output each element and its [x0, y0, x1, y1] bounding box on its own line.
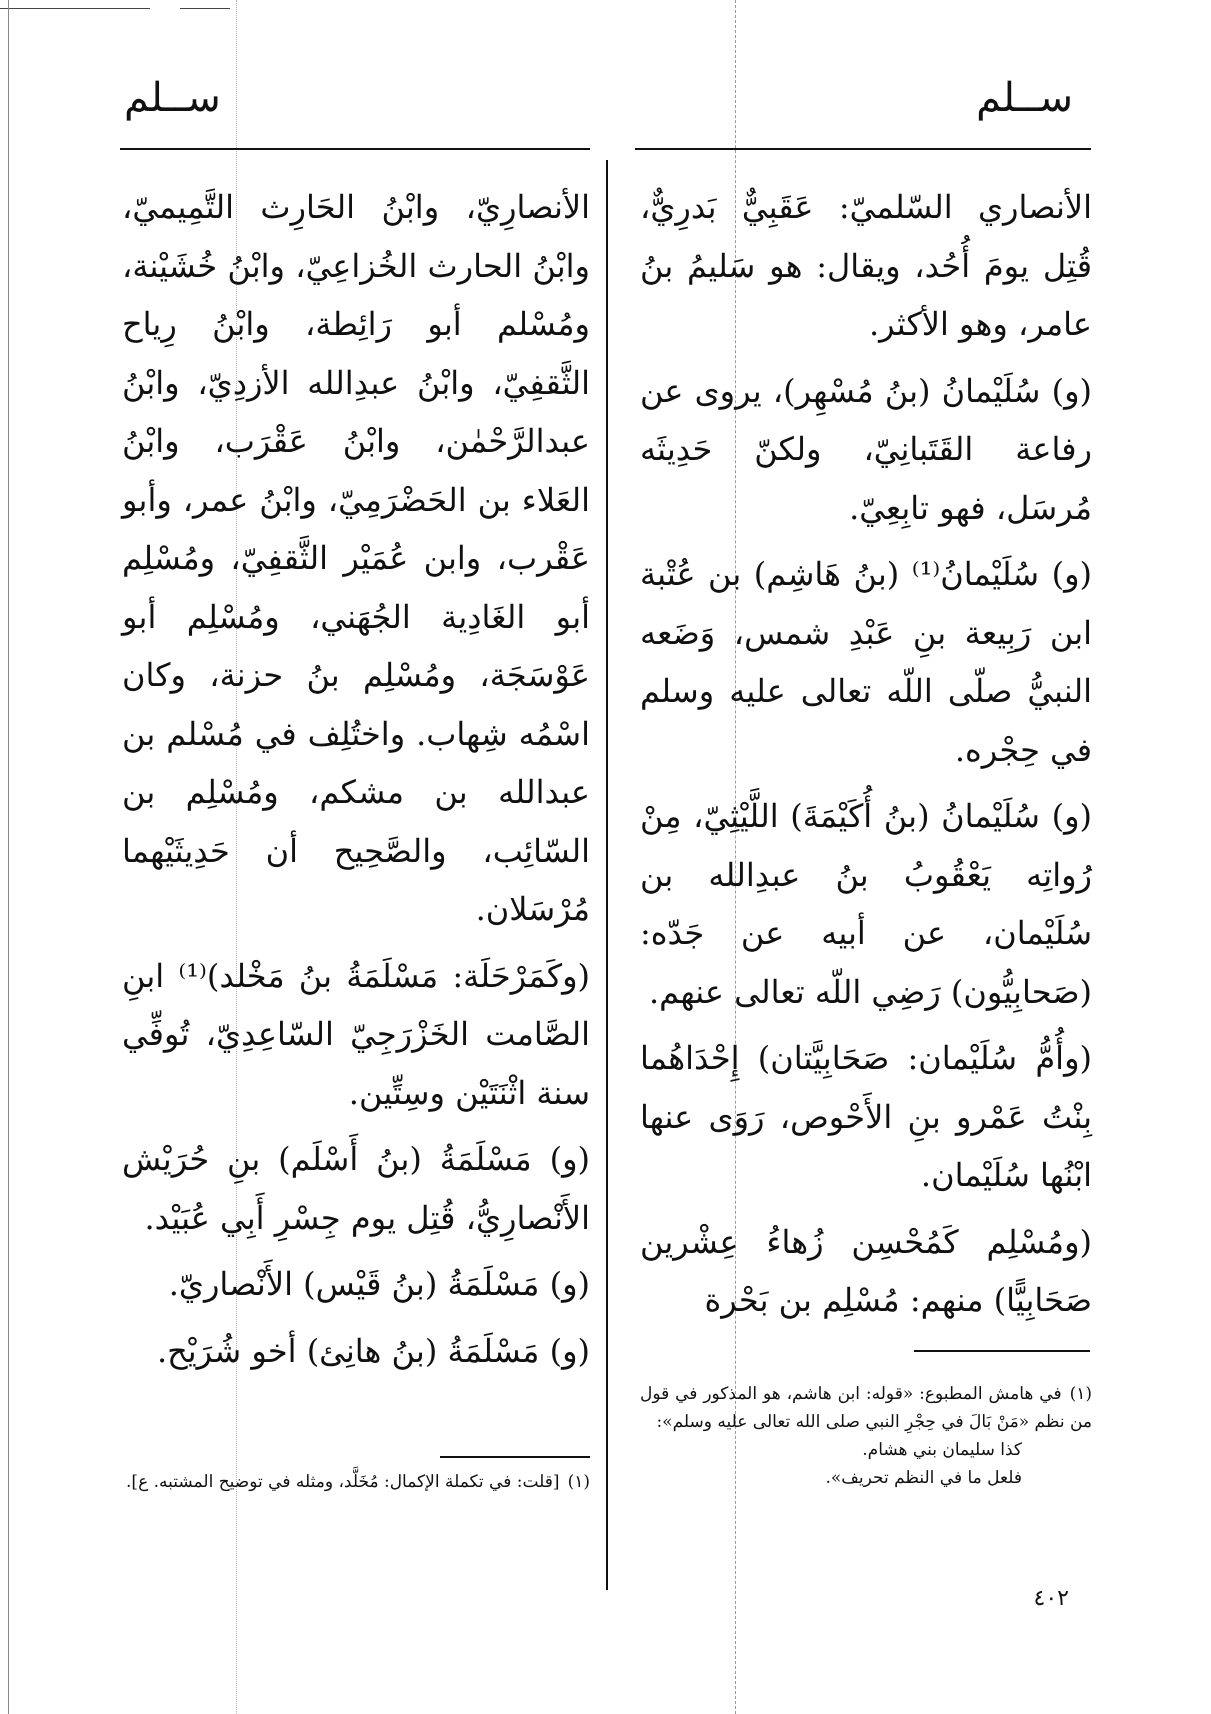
column-divider [606, 160, 608, 1590]
footnote-text: في هامش المطبوع: «قوله: ابن هاشم، هو المذكور في قول من نظم «مَنْ بَالَ في حِجْرِ النبي صلى الله تعالى عليه وسلم»: [640, 1384, 1092, 1432]
header-rule [635, 148, 1091, 150]
scan-artifact-line [0, 8, 150, 9]
entry-paragraph: (وكَمَرْحَلَة: مَسْلَمَةُ بنُ مَخْلد)⁽¹⁾ ابنِ الصَّامت الخَزْرَجِيّ السّاعِدِيّ، تُوفِّي سنة اثْنَتَيْن وسِتِّين. [122, 956, 591, 1112]
header-rule [120, 148, 590, 150]
footnote-verse: كذا سليمان بني هشام. [862, 1440, 1022, 1460]
right-column [640, 178, 1092, 1330]
footnote-right [640, 1380, 1092, 1492]
entry-paragraph: (ومُسْلِم كَمُحْسِن زُهاءُ عِشْرين صَحَابِيًّا) منهم: مُسْلِم بن بَحْرة [640, 1222, 1092, 1319]
entry-paragraph: (و) مَسْلَمَةُ (بنُ هانِئ) أخو شُرَيْح. [156, 1331, 590, 1370]
entry-paragraph: الأنصارِيّ، وابْنُ الحَارِث التَّمِيميّ، وابْنُ الحارث الخُزاعِيّ، وابْنُ خُشَيْنة، ومُسْلم أبو رَائِطة، وابْنُ رِياح الثَّقفِيّ، وابْنُ عبدِالله الأزدِيّ، وابْنُ عبدالرَّحْمٰن، وابْنُ عَقْرَب، وابْنُ العَلاء بن الحَضْرَمِيّ، وابْنُ عمر، وأبو عَقْرب، وابن عُمَيْر الثَّقفِيّ، ومُسْلِم أبو الغَادِية الجُهَني، ومُسْلِم أبو عَوْسَجَة، ومُسْلِم بنُ حزنة، وكان اسْمُه شِهاب. واختُلِف في مُسْلم بن عبدالله بن مشكم، ومُسْلِم بن السّائِب، والصَّحِيح أن حَدِيثَيْهما مُرْسَلان. [122, 188, 590, 928]
left-column [122, 178, 590, 1380]
scan-artifact-edge [8, 0, 9, 1714]
footnote-line [640, 1380, 1092, 1436]
footnote-rule [914, 1350, 1090, 1352]
footnote-marker: (١) [1069, 1384, 1092, 1404]
entry-paragraph: (و) سُلَيْمانُ (بنُ مُسْهِر)، يروى عن رفاعة القَتَبانِيّ، ولكنّ حَدِيثَه مُرسَل، فهو تابِعِيّ. [640, 371, 1092, 527]
footnote-verse: فلعل ما في النظم تحريف». [825, 1468, 1022, 1488]
entry-paragraph: (و) مَسْلَمَةُ (بنُ قَيْس) الأَنْصاريّ. [168, 1265, 590, 1303]
footnote-rule [440, 1456, 590, 1458]
running-head-left: ســلم [124, 75, 221, 121]
entry-paragraph: الأنصاري السّلميّ: عَقَبِيٌّ بَدرِيٌّ، قُتِل يومَ أُحُد، ويقال: هو سَليمُ بنُ عامر، وهو الأكثر. [640, 188, 1092, 343]
footnote-text: [قلت: في تكملة الإكمال: مُخَلَّد، ومثله في توضيح المشتبه. ع]. [126, 1472, 560, 1492]
entry-paragraph: (و) سُلَيْمانُ⁽¹⁾ (بنُ هَاشِم) بن عُتْبة ابن رَبِيعة بنِ عَبْدِ شمس، وَضَعه النبيُّ صلّى اللّه تعالى عليه وسلم في حِجْره. [640, 555, 1092, 769]
scan-artifact-line [180, 8, 230, 9]
running-head-right: ســلم [976, 75, 1073, 121]
footnote-left [122, 1468, 590, 1496]
entry-paragraph: (وأُمُّ سُلَيْمان: صَحَابِيَّتان) إِحْدَاهُما بِنْتُ عَمْرو بنِ الأَحْوص، رَوَى عنها ابْنُها سُلَيْمان. [640, 1039, 1092, 1194]
entry-paragraph: (و) مَسْلَمَةُ (بنُ أَسْلَم) بنِ حُرَيْش الأَنْصارِيُّ، قُتِل يوم جِسْرِ أَبِي عُبَيْد. [122, 1140, 590, 1237]
entry-paragraph: (و) سُلَيْمانُ (بنُ أُكَيْمَةَ) اللَّيْثِيّ، مِنْ رُواتِه يَعْقُوبُ بنُ عبدِالله بن سُلَيْمان، عن أبيه عن جَدّه: (صَحابِيُّون) رَضِي اللّه تعالى عنهم. [640, 797, 1092, 1011]
page-number: ٤٠٢ [1033, 1586, 1069, 1611]
footnote-marker: (١) [567, 1472, 590, 1492]
